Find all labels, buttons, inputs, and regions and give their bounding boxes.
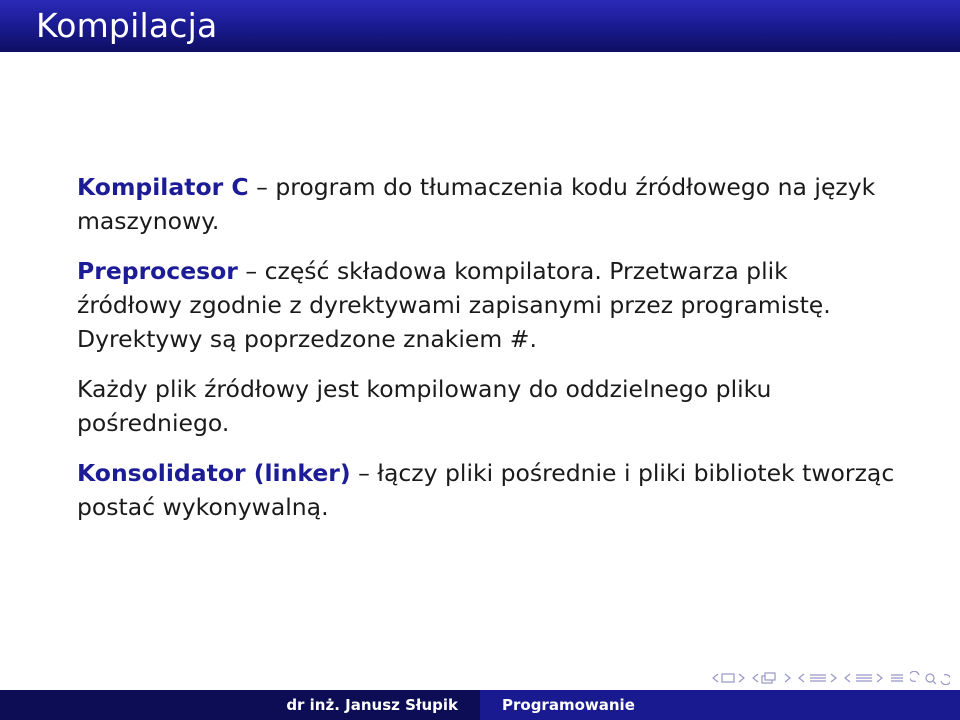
nav-frame-group xyxy=(712,671,746,685)
footer-author: dr inż. Janusz Słupik xyxy=(0,690,480,720)
slide-title: Kompilacja xyxy=(36,6,218,45)
nav-subsection-list-icon[interactable] xyxy=(844,671,884,685)
nav-search-group xyxy=(910,671,950,685)
paragraph-linker xyxy=(77,456,897,524)
nav-align-icon[interactable] xyxy=(890,671,904,685)
nav-subsection-list-group xyxy=(844,671,884,685)
nav-section-icon[interactable] xyxy=(798,671,838,685)
title-bar xyxy=(0,0,960,52)
nav-search-icon[interactable] xyxy=(910,671,950,685)
definition-compiler: – program do tłumaczenia kodu źródłowego na język maszynowy. xyxy=(77,173,876,235)
paragraph-source-files xyxy=(77,372,897,440)
paragraph-preprocessor xyxy=(77,254,897,356)
definition-linker: – łączy pliki pośrednie i pliki bibliotek tworząc postać wykonywalną. xyxy=(77,459,895,521)
definition-preprocessor: – część składowa kompilatora. Przetwarza plik źródłowy zgodnie z dyrektywami zapisanymi przez programistę. Dyrektywy są poprzedzone znakiem #. xyxy=(77,257,831,353)
source-files-text: Każdy plik źródłowy jest kompilowany do oddzielnego pliku pośredniego. xyxy=(77,375,772,437)
nav-subsection-icon[interactable] xyxy=(752,671,792,685)
nav-frame-icon[interactable] xyxy=(712,671,746,685)
paragraph-compiler xyxy=(77,170,897,238)
nav-subsection-group xyxy=(752,671,792,685)
term-compiler: Kompilator C xyxy=(77,173,249,201)
term-preprocessor: Preprocesor xyxy=(77,257,238,285)
nav-align-group xyxy=(890,671,904,685)
footer xyxy=(0,690,960,720)
term-linker: Konsolidator (linker) xyxy=(77,459,351,487)
navigation-bar xyxy=(712,668,950,688)
footer-course: Programowanie xyxy=(480,690,960,720)
slide-content xyxy=(77,170,897,540)
nav-section-group xyxy=(798,671,838,685)
